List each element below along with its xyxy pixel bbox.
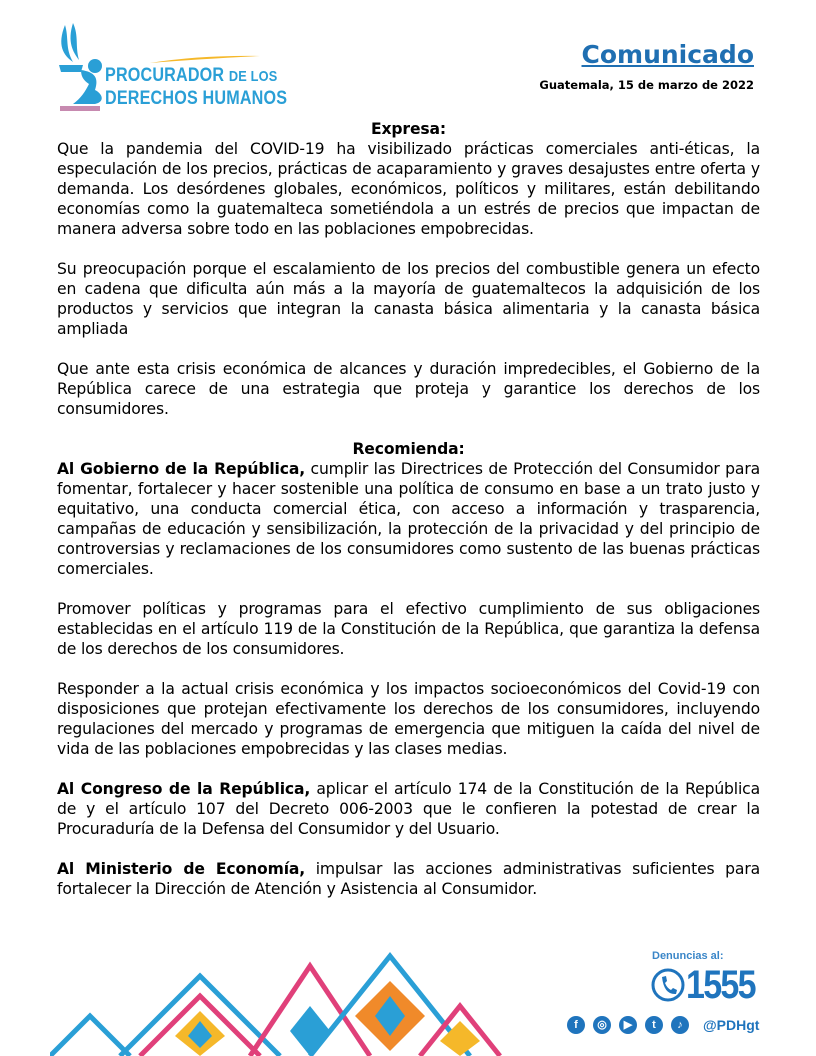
paragraph: Su preocupación porque el escalamiento de los precios del combustible genera un efecto en cadena que dificulta aún más a la mayoría de guatemaltecos la adquisición de los productos y servicios que integran la canasta básica alimentaria y la canasta básica ampliada bbox=[57, 260, 760, 338]
paragraph: Al Gobierno de la República, cumplir las Directrices de Protección del Consumidor para fomentar, fortalecer y hacer sostenible una política de consumo en base a un trato justo y equitativo, una conducta comercial ética, con acceso a información y trasparencia, campañas de educación y sensibilización, la protección de la privacidad y del principio de controversias y reclamaciones de los consumidores como sustento de las buenas prácticas comerciales. bbox=[57, 460, 760, 578]
pdh-logo bbox=[55, 20, 288, 115]
phone-number: 1555 bbox=[686, 963, 755, 1007]
tiktok-icon[interactable]: ♪ bbox=[671, 1016, 689, 1034]
paragraph: Promover políticas y programas para el efectivo cumplimiento de sus obligaciones establecidas en el artículo 119 de la Constitución de la República, que garantiza la defensa de los derechos de los consumidores. bbox=[57, 600, 760, 658]
social-handle: @PDHgt bbox=[703, 1017, 760, 1033]
logo-line-1: PROCURADOR DE LOS bbox=[105, 65, 278, 86]
recomienda-heading: Recomienda: bbox=[352, 440, 465, 458]
instagram-icon[interactable]: ◎ bbox=[593, 1016, 611, 1034]
date-line: Guatemala, 15 de marzo de 2022 bbox=[539, 78, 754, 92]
contact-footer bbox=[560, 950, 770, 1050]
denuncias-label: Denuncias al: bbox=[652, 950, 724, 962]
paragraph: Al Congreso de la República, aplicar el artículo 174 de la Constitución de la República de y el artículo 107 del Decreto 006-2003 que le confieren la potestad de crear la Procuraduría de la Defensa del Consumidor y del Usuario. bbox=[57, 780, 761, 838]
paragraph: Que la pandemia del COVID-19 ha visibilizado prácticas comerciales anti-éticas, la especulación de los precios, prácticas de acaparamiento y graves desajustes entre oferta y demanda. Los desórdenes globales, económicos, políticos y militares, están debilitando economías como la guatemalteca sometiéndola a un estrés de precios que impactan de manera adversa sobre todo en las poblaciones empobrecidas. bbox=[57, 140, 760, 238]
paragraph: Al Ministerio de Economía, impulsar las acciones administrativas suficientes para fortalecer la Dirección de Atención y Asistencia al Consumidor. bbox=[57, 860, 760, 898]
decorative-textile-pattern bbox=[50, 936, 570, 1056]
page-title: Comunicado bbox=[581, 40, 754, 69]
paragraph: Responder a la actual crisis económica y los impactos socioeconómicos del Covid-19 con disposiciones que protejan efectivamente los derechos de los consumidores, incluyendo regulaciones del mercado y programas de emergencia que mitiguen la caída del nivel de vida de las poblaciones empobrecidas y las clases medias. bbox=[57, 680, 760, 758]
phone-icon bbox=[650, 967, 686, 1003]
facebook-icon[interactable]: f bbox=[567, 1016, 585, 1034]
document-body bbox=[57, 119, 760, 919]
logo-line-2: DERECHOS HUMANOS bbox=[105, 88, 288, 109]
twitter-icon[interactable]: t bbox=[645, 1016, 663, 1034]
paragraph: Que ante esta crisis económica de alcances y duración impredecibles, el Gobierno de la República carece de una estrategia que proteja y garantice los derechos de los consumidores. bbox=[57, 360, 760, 418]
youtube-icon[interactable]: ▶ bbox=[619, 1016, 637, 1034]
logo-swoosh bbox=[150, 53, 260, 65]
expresa-heading: Expresa: bbox=[371, 120, 446, 138]
